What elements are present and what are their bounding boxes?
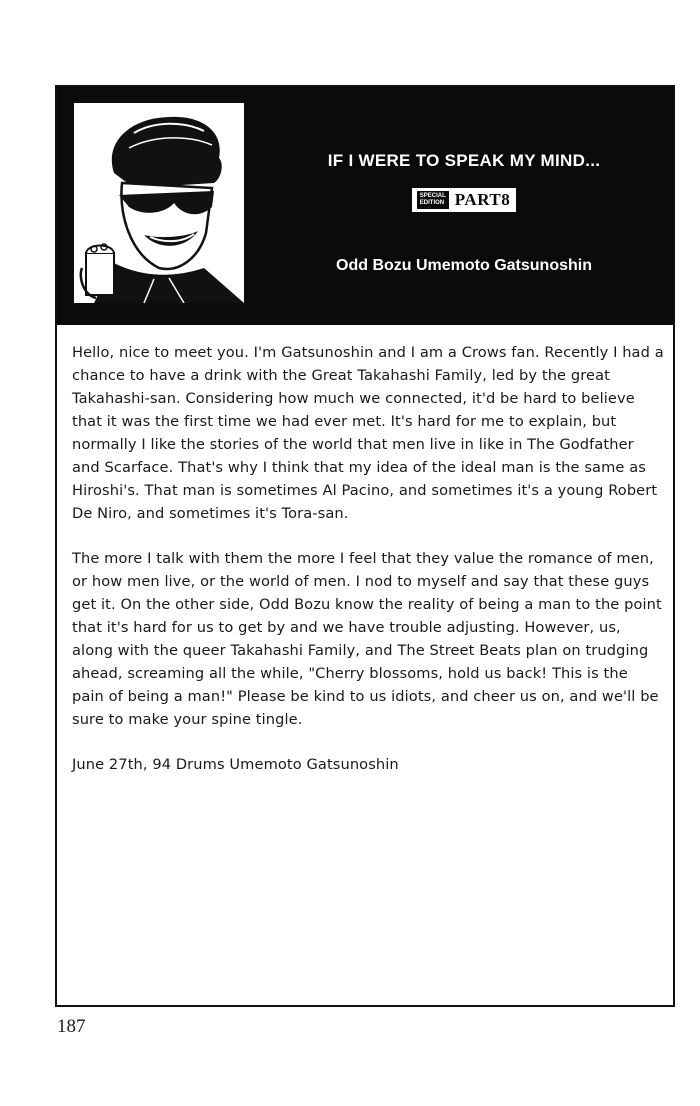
special-edition-badge (417, 191, 449, 209)
part-box (412, 188, 516, 212)
page-heading: IF I WERE TO SPEAK MY MIND... (327, 151, 601, 170)
header-banner (57, 87, 673, 325)
author-name: Odd Bozu Umemoto Gatsunoshin (336, 257, 592, 274)
badge-line-2: EDITION (419, 200, 445, 206)
part-number: PART8 (454, 190, 511, 209)
signature: June 27th, 94 Drums Umemoto Gatsunoshin (72, 756, 399, 773)
part-label (279, 188, 649, 212)
essay-body (72, 341, 664, 798)
page-number: 187 (57, 1016, 86, 1037)
portrait-illustration (74, 103, 244, 303)
paragraph-1: Hello, nice to meet you. I'm Gatsunoshin and I am a Crows fan. Recently I had a chance to have a drink with the Great Takahashi Family, led by the great Takahashi-san. Considering how much we connected, it'd be hard to believe that it was the first time we had ever met. It's hard for me to explain, but normally I like the stories of the world that men live in like in The Godfather and Scarface. That's why I think that my idea of the ideal man is the same as Hiroshi's. That man is sometimes Al Pacino, and sometimes it's a young Robert De Niro, and sometimes it's Tora-san. (72, 344, 664, 522)
badge-line-1: SPECIAL (419, 193, 446, 199)
portrait-icon (74, 103, 244, 303)
paragraph-2: The more I talk with them the more I feel that they value the romance of men, or how men live, or the world of men. I nod to myself and say that these guys get it. On the other side, Odd Bozu know the reality of being a man to the point that it's hard for us to get by and we have trouble adjusting. However, us, along with the queer Takahashi Family, and The Street Beats plan on trudging ahead, screaming all the while, "Cherry blossoms, hold us back! This is the pain of being a man!" Please be kind to us idiots, and cheer us on, and we'll be sure to make your spine tingle. (72, 550, 662, 728)
essay-frame (55, 85, 675, 1007)
